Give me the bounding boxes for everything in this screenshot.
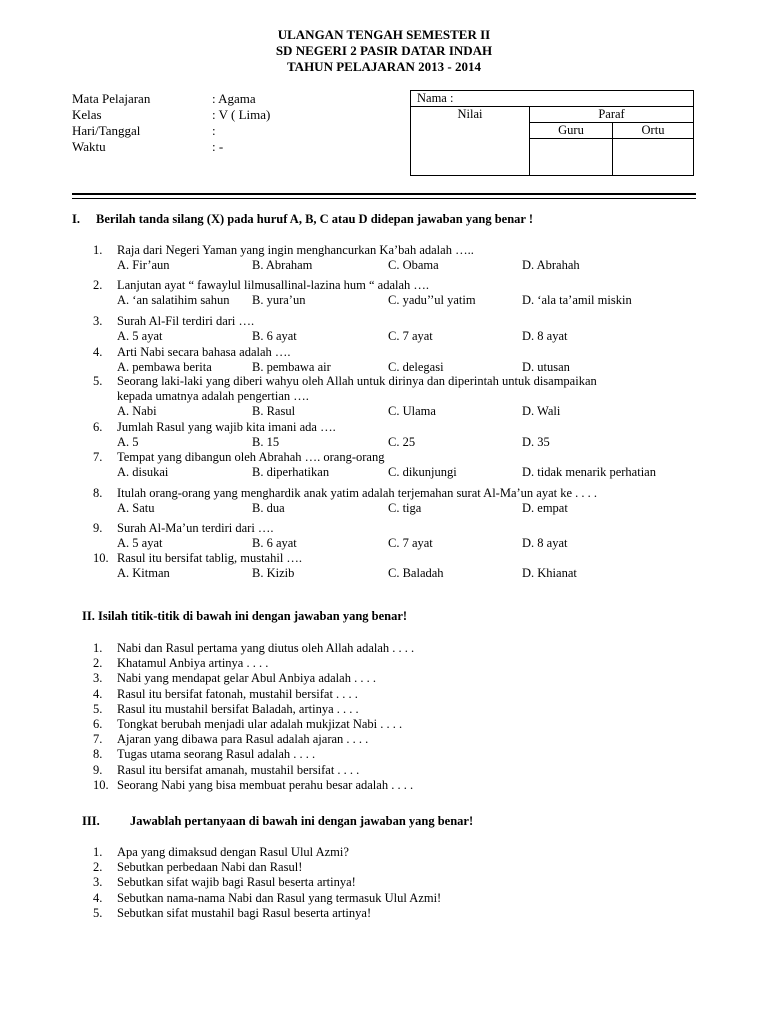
question-text: Lanjutan ayat “ fawaylul lilmusallinal-lazina hum “ adalah …. (117, 278, 430, 292)
info-label: Hari/Tanggal (72, 123, 141, 138)
question-number: 1. (93, 243, 103, 257)
answer-option: C. delegasi (388, 360, 444, 374)
fill-in-item: Seorang Nabi yang bisa membuat perahu besar adalah . . . . (117, 777, 414, 792)
fill-in-item: Rasul itu bersifat amanah, mustahil bersifat . . . . (117, 762, 360, 777)
question-number: 2. (93, 278, 103, 292)
answer-option: C. 7 ayat (388, 536, 433, 550)
answer-option: B. Abraham (252, 258, 313, 272)
info-value: : - (212, 139, 224, 154)
question-number: 7. (93, 450, 103, 464)
answer-option: D. utusan (522, 360, 570, 374)
divider-line (72, 193, 696, 195)
item-number: 4. (93, 890, 103, 905)
item-number: 1. (93, 641, 103, 655)
question-text: Jumlah Rasul yang wajib kita imani ada …. (117, 420, 336, 434)
answer-option: B. 15 (252, 435, 280, 449)
answer-option: A. 5 (117, 435, 139, 449)
answer-option: B. Rasul (252, 404, 296, 418)
fill-in-item: Tongkat berubah menjadi ular adalah mukjizat Nabi . . . . (117, 717, 403, 731)
answer-option: D. Khianat (522, 566, 577, 580)
item-number: 10. (93, 777, 109, 792)
answer-option: C. tiga (388, 501, 422, 515)
item-number: 1. (93, 845, 103, 859)
info-label: Mata Pelajaran (72, 91, 151, 106)
answer-option: C. yadu’’ul yatim (388, 293, 476, 307)
item-number: 6. (93, 717, 103, 731)
answer-option: C. 7 ayat (388, 329, 433, 343)
item-number: 8. (93, 747, 103, 762)
item-number: 3. (93, 671, 103, 686)
item-number: 3. (93, 875, 103, 890)
section3-title: Jawablah pertanyaan di bawah ini dengan jawaban yang benar! (130, 814, 474, 828)
answer-option: B. 6 ayat (252, 536, 297, 550)
info-label: Waktu (72, 139, 106, 154)
item-number: 5. (93, 905, 103, 920)
nilai-cell: Nilai (411, 107, 530, 176)
essay-question: Apa yang dimaksud dengan Rasul Ulul Azmi? (117, 845, 349, 859)
fill-in-item: Rasul itu bersifat fatonah, mustahil bersifat . . . . (117, 686, 358, 701)
divider-line (72, 198, 696, 199)
question-text: Surah Al-Ma’un terdiri dari …. (117, 521, 274, 535)
name-field[interactable]: Nama : (411, 91, 694, 107)
question-number: 5. (93, 374, 103, 388)
answer-option: C. Ulama (388, 404, 436, 418)
question-text: Arti Nabi secara bahasa adalah …. (117, 345, 291, 359)
item-number: 2. (93, 656, 103, 671)
question-number: 10. (93, 551, 109, 565)
answer-option: D. ‘ala ta’amil miskin (522, 293, 632, 307)
question-number: 3. (93, 314, 103, 328)
answer-option: B. pembawa air (252, 360, 331, 374)
question-text: Itulah orang-orang yang menghardik anak yatim adalah terjemahan surat Al-Ma’un ayat ke . . . . (117, 486, 598, 500)
exam-title: ULANGAN TENGAH SEMESTER II (277, 27, 491, 42)
answer-option: A. 5 ayat (117, 536, 163, 550)
essay-question: Sebutkan sifat wajib bagi Rasul beserta artinya! (117, 875, 356, 890)
grading-box (410, 90, 694, 176)
section2-title: II. Isilah titik-titik di bawah ini dengan jawaban yang benar! (82, 609, 408, 623)
info-value: : (212, 123, 216, 138)
answer-option: B. Kizib (252, 566, 295, 580)
question-text: Tempat yang dibangun oleh Abrahah …. orang-orang (117, 450, 385, 464)
answer-option: D. tidak menarik perhatian (522, 465, 656, 479)
ortu-signature-cell[interactable] (613, 139, 694, 176)
answer-option: A. Fir’aun (117, 258, 170, 272)
answer-option: C. 25 (388, 435, 416, 449)
answer-option: D. 8 ayat (522, 536, 568, 550)
answer-option: C. Obama (388, 258, 439, 272)
fill-in-item: Nabi dan Rasul pertama yang diutus oleh Allah adalah . . . . (117, 641, 415, 655)
answer-option: D. Abrahah (522, 258, 580, 272)
guru-header: Guru (530, 123, 613, 139)
answer-option: B. yura’un (252, 293, 306, 307)
question-number: 6. (93, 420, 103, 434)
item-number: 9. (93, 762, 103, 777)
answer-option: A. Kitman (117, 566, 170, 580)
answer-option: B. dua (252, 501, 285, 515)
section1-number: I. (72, 212, 80, 226)
fill-in-item: Tugas utama seorang Rasul adalah . . . . (117, 747, 316, 762)
answer-option: C. dikunjungi (388, 465, 457, 479)
question-text: Rasul itu bersifat tablig, mustahil …. (117, 551, 303, 565)
fill-in-item: Ajaran yang dibawa para Rasul adalah ajaran . . . . (117, 732, 369, 747)
question-text: kepada umatnya adalah pengertian …. (117, 389, 309, 403)
ortu-header: Ortu (613, 123, 694, 139)
answer-option: D. 35 (522, 435, 550, 449)
question-text: Raja dari Negeri Yaman yang ingin menghancurkan Ka’bah adalah ….. (117, 243, 474, 257)
section1-title: Berilah tanda silang (X) pada huruf A, B, C atau D didepan jawaban yang benar ! (96, 212, 534, 226)
answer-option: B. diperhatikan (252, 465, 330, 479)
info-label: Kelas (72, 107, 102, 122)
section3-number: III. (82, 814, 100, 828)
item-number: 4. (93, 686, 103, 701)
school-year: TAHUN PELAJARAN 2013 - 2014 (286, 59, 482, 74)
essay-question: Sebutkan nama-nama Nabi dan Rasul yang termasuk Ulul Azmi! (117, 890, 442, 905)
answer-option: A. Satu (117, 501, 155, 515)
answer-option: A. Nabi (117, 404, 157, 418)
question-text: Surah Al-Fil terdiri dari …. (117, 314, 255, 328)
item-number: 5. (93, 701, 103, 716)
answer-option: D. 8 ayat (522, 329, 568, 343)
answer-option: D. Wali (522, 404, 561, 418)
answer-option: B. 6 ayat (252, 329, 297, 343)
fill-in-item: Rasul itu mustahil bersifat Baladah, artinya . . . . (117, 701, 359, 716)
question-text: Seorang laki-laki yang diberi wahyu oleh Allah untuk dirinya dan diperintah untuk disampaikan (117, 374, 597, 388)
info-value: : V ( Lima) (212, 107, 271, 122)
guru-signature-cell[interactable] (530, 139, 613, 176)
answer-option: A. ‘an salatihim sahun (117, 293, 230, 307)
essay-question: Sebutkan perbedaan Nabi dan Rasul! (117, 860, 303, 875)
fill-in-item: Khatamul Anbiya artinya . . . . (117, 656, 269, 671)
answer-option: D. empat (522, 501, 568, 515)
answer-option: A. pembawa berita (117, 360, 212, 374)
answer-option: A. 5 ayat (117, 329, 163, 343)
question-number: 4. (93, 345, 103, 359)
item-number: 2. (93, 860, 103, 875)
item-number: 7. (93, 732, 103, 747)
question-number: 8. (93, 486, 103, 500)
paraf-header: Paraf (530, 107, 694, 123)
answer-option: A. disukai (117, 465, 169, 479)
school-name: SD NEGERI 2 PASIR DATAR INDAH (275, 43, 493, 58)
answer-option: C. Baladah (388, 566, 444, 580)
fill-in-item: Nabi yang mendapat gelar Abul Anbiya adalah . . . . (117, 671, 376, 686)
essay-question: Sebutkan sifat mustahil bagi Rasul beserta artinya! (117, 905, 372, 920)
question-number: 9. (93, 521, 103, 535)
info-value: : Agama (212, 91, 256, 106)
